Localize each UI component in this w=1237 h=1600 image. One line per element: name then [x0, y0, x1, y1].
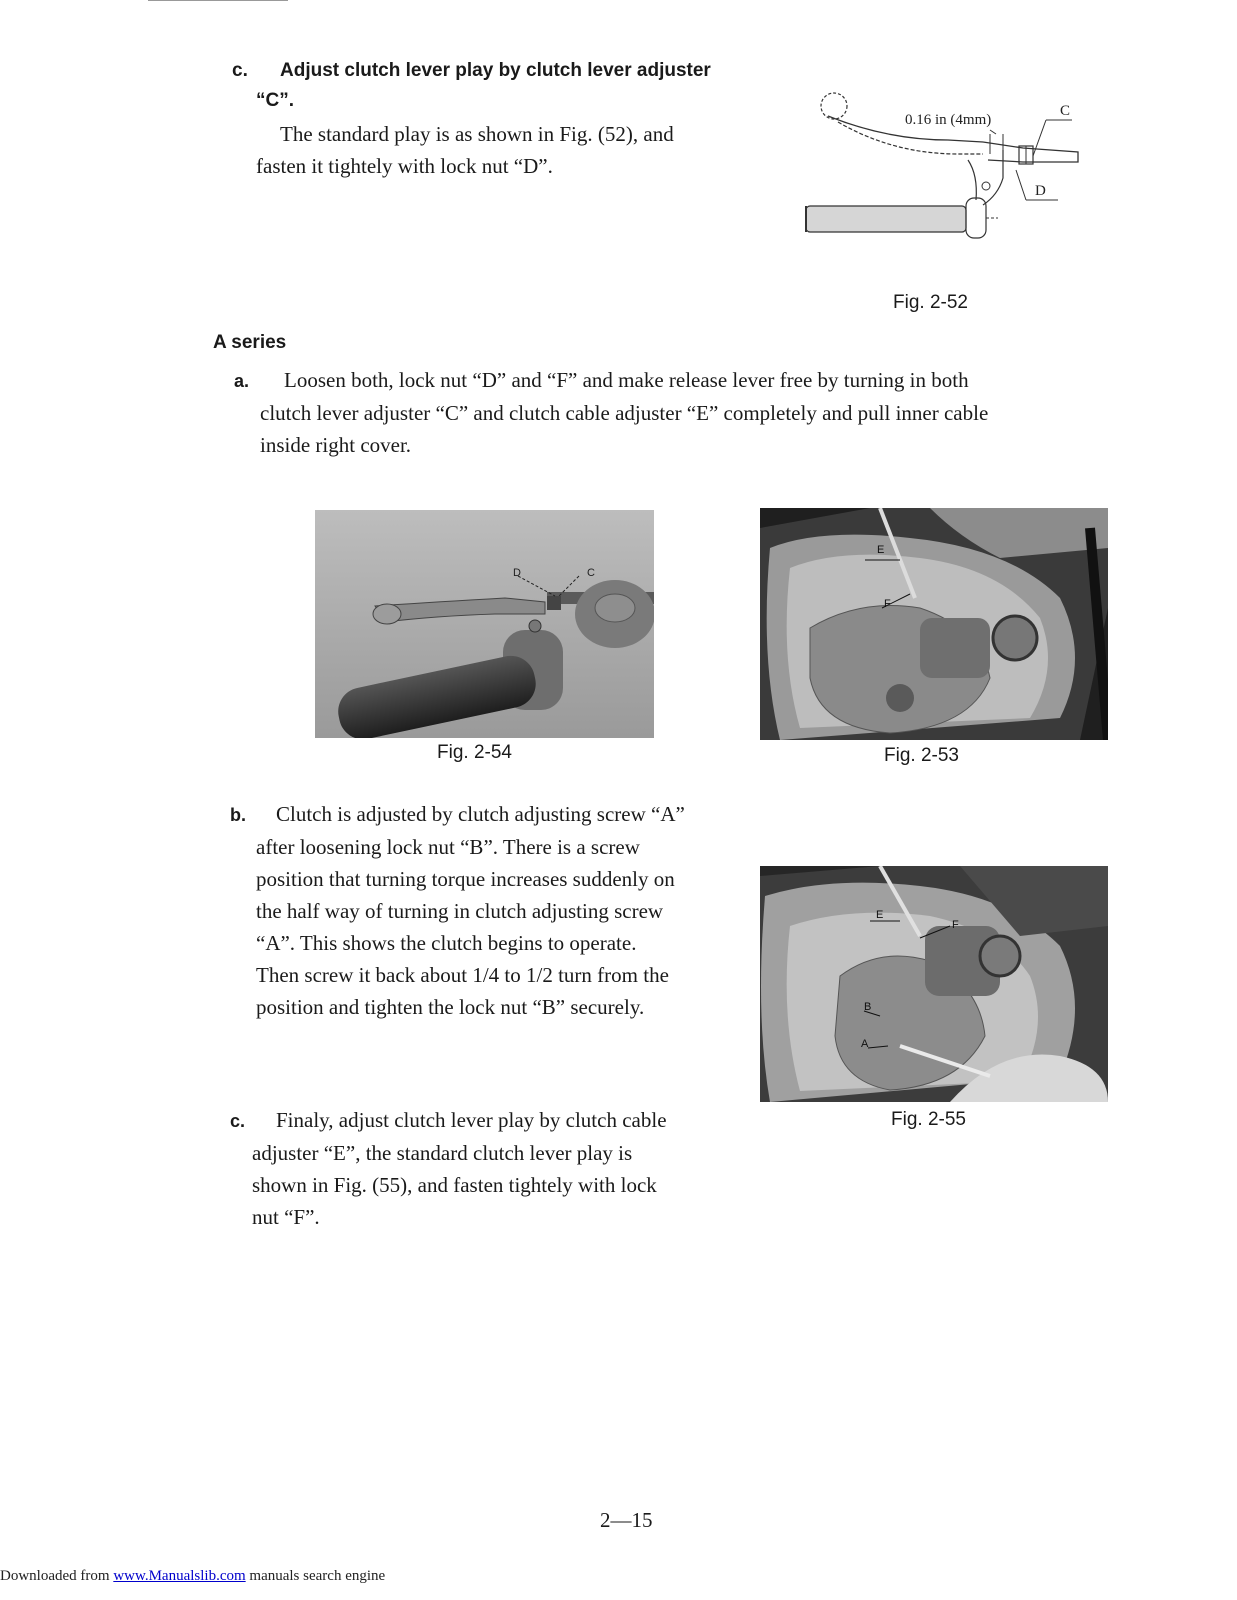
- top-rule: [148, 0, 288, 1]
- item-b-line: Then screw it back about 1/4 to 1/2 turn from the: [256, 963, 669, 987]
- label-c: C: [587, 567, 595, 579]
- fig-2-52-lever-diagram: [798, 90, 1098, 250]
- footer-prefix: Downloaded from: [0, 1568, 114, 1584]
- fig-2-55-photo: [760, 866, 1108, 1102]
- body-line-2: fasten it tightely with lock nut “D”.: [256, 154, 553, 178]
- section-heading: [232, 56, 752, 86]
- item-b-line: after loosening lock nut “B”. There is a screw: [256, 835, 640, 859]
- fig-2-53-photo: [760, 508, 1108, 740]
- download-footer: [0, 1568, 385, 1585]
- item-c-line: nut “F”.: [252, 1205, 320, 1229]
- heading-line-2: “C”.: [256, 90, 294, 111]
- body-line-1: The standard play is as shown in Fig. (52), and: [280, 122, 674, 146]
- item-c-line: Finaly, adjust clutch lever play by clutch cable: [276, 1108, 667, 1132]
- a-series-heading: A series: [213, 332, 287, 353]
- dimension-label: 0.16 in (4mm): [905, 112, 992, 128]
- label-d: D: [513, 567, 521, 579]
- label-f: F: [884, 598, 891, 610]
- fig-2-55-caption: Fig. 2-55: [891, 1109, 966, 1130]
- item-c-cable-adjuster: [230, 1104, 733, 1233]
- heading-text: Adjust clutch lever play by clutch lever adjuster: [280, 60, 711, 81]
- item-a-line-3: inside right cover.: [260, 433, 412, 457]
- item-b-label: b.: [230, 805, 246, 825]
- item-b-line: position and tighten the lock nut “B” securely.: [256, 995, 645, 1019]
- fig-2-54-photo: [315, 510, 654, 738]
- label-b: B: [864, 1001, 872, 1013]
- label-e: E: [877, 544, 885, 556]
- item-c-line: adjuster “E”, the standard clutch lever play is: [252, 1141, 633, 1165]
- item-a: [234, 364, 1100, 461]
- fig-2-52-caption: Fig. 2-52: [893, 292, 968, 313]
- label-d: D: [1035, 183, 1046, 199]
- item-b-line: “A”. This shows the clutch begins to operate.: [256, 931, 637, 955]
- item-b-line: position that turning torque increases suddenly on: [256, 867, 675, 891]
- item-c-label: c.: [230, 1111, 246, 1131]
- item-b-line: the half way of turning in clutch adjusting screw: [256, 899, 664, 923]
- item-c-line: shown in Fig. (55), and fasten tightely with lock: [252, 1173, 657, 1197]
- item-a-line-1: Loosen both, lock nut “D” and “F” and make release lever free by turning in both: [284, 368, 969, 392]
- fig-2-54-caption: Fig. 2-54: [437, 742, 512, 763]
- page-number: 2—15: [600, 1508, 653, 1532]
- manualslib-link[interactable]: www.Manualslib.com: [113, 1568, 246, 1584]
- label-c: C: [1060, 103, 1071, 119]
- item-label: c.: [232, 60, 248, 81]
- label-f: F: [952, 919, 959, 931]
- item-a-line-2: clutch lever adjuster “C” and clutch cable adjuster “E” completely and pull inner cable: [260, 401, 989, 425]
- fig-2-53-caption: Fig. 2-53: [884, 745, 959, 766]
- section-c-lever-adjuster: [232, 56, 752, 182]
- label-e: E: [876, 909, 884, 921]
- label-a: A: [861, 1038, 869, 1050]
- footer-suffix: manuals search engine: [245, 1568, 386, 1584]
- item-b: [230, 798, 733, 1023]
- item-a-label: a.: [234, 371, 250, 391]
- item-b-line: Clutch is adjusted by clutch adjusting screw “A”: [276, 802, 685, 826]
